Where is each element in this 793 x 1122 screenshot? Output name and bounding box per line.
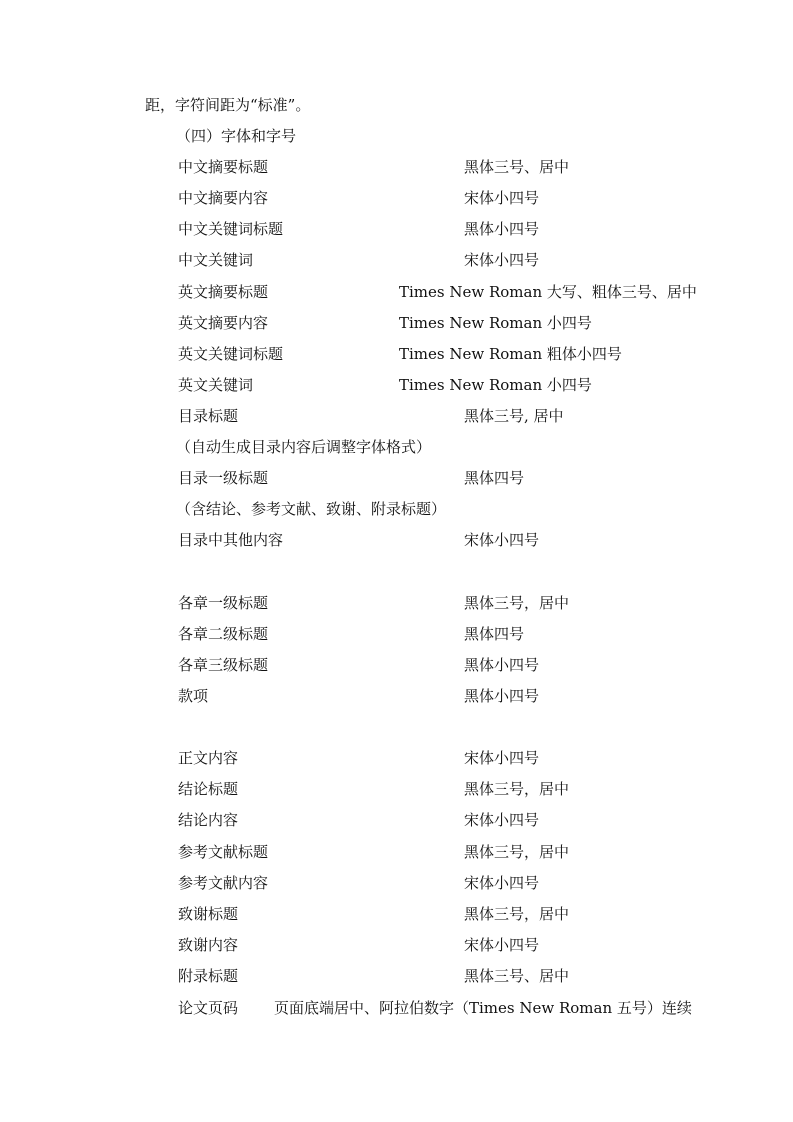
row-item: 致谢标题 xyxy=(178,905,239,923)
row-spec: 宋体小四号 xyxy=(464,811,540,829)
row-item: 中文关键词标题 xyxy=(178,220,284,238)
spec-row xyxy=(0,313,793,333)
spec-row xyxy=(0,873,793,893)
row-spec: 黑体小四号 xyxy=(464,220,540,238)
spec-row xyxy=(0,530,793,550)
page-number-spec: 页面底端居中、阿拉伯数字（Times New Roman 五号）连续 xyxy=(274,999,692,1017)
row-spec: 宋体小四号 xyxy=(464,189,540,207)
row-item: 各章三级标题 xyxy=(178,656,269,674)
row-item: 中文关键词 xyxy=(178,251,254,269)
spec-row xyxy=(0,375,793,395)
row-spec: 黑体三号、居中 xyxy=(464,158,570,176)
spec-row xyxy=(0,188,793,208)
row-item: 结论标题 xyxy=(178,780,239,798)
row-item: 结论内容 xyxy=(178,811,239,829)
spec-row xyxy=(0,779,793,799)
spec-row xyxy=(0,250,793,270)
row-item: 致谢内容 xyxy=(178,936,239,954)
row-item: 中文摘要标题 xyxy=(178,158,269,176)
spec-row xyxy=(0,406,793,426)
continuation-text: 距，字符间距为“标准”。 xyxy=(145,96,311,114)
row-spec: 黑体四号 xyxy=(464,625,525,643)
spec-row xyxy=(0,624,793,644)
spec-row xyxy=(0,282,793,302)
row-spec: Times New Roman 小四号 xyxy=(399,314,592,332)
spec-row xyxy=(0,468,793,488)
row-spec: Times New Roman 大写、粗体三号、居中 xyxy=(399,283,697,301)
row-item: 英文摘要标题 xyxy=(178,283,269,301)
row-item: 正文内容 xyxy=(178,749,239,767)
row-spec: 黑体三号，居中 xyxy=(464,843,570,861)
row-spec: 黑体三号、居中 xyxy=(464,967,570,985)
row-item: 附录标题 xyxy=(178,967,239,985)
spec-row xyxy=(0,157,793,177)
toc-auto-note: （自动生成目录内容后调整字体格式） xyxy=(176,438,432,456)
row-spec: 宋体小四号 xyxy=(464,251,540,269)
spec-row xyxy=(0,904,793,924)
row-spec: 宋体小四号 xyxy=(464,531,540,549)
spec-row xyxy=(0,842,793,862)
row-item: 英文关键词标题 xyxy=(178,345,284,363)
spec-row xyxy=(0,748,793,768)
row-item: 目录一级标题 xyxy=(178,469,269,487)
row-item: 款项 xyxy=(178,687,209,705)
row-item: 各章一级标题 xyxy=(178,594,269,612)
row-spec: Times New Roman 粗体小四号 xyxy=(399,345,622,363)
row-item: 英文摘要内容 xyxy=(178,314,269,332)
row-item: 目录中其他内容 xyxy=(178,531,284,549)
row-spec: Times New Roman 小四号 xyxy=(399,376,592,394)
spec-row xyxy=(0,935,793,955)
row-item: 英文关键词 xyxy=(178,376,254,394)
row-item: 参考文献标题 xyxy=(178,843,269,861)
row-item: 中文摘要内容 xyxy=(178,189,269,207)
spec-row xyxy=(0,219,793,239)
row-item: 各章二级标题 xyxy=(178,625,269,643)
section-heading: （四）字体和字号 xyxy=(176,127,297,145)
spec-row xyxy=(0,810,793,830)
spec-row xyxy=(0,655,793,675)
row-item: 目录标题 xyxy=(178,407,239,425)
row-spec: 黑体小四号 xyxy=(464,656,540,674)
spec-row xyxy=(0,593,793,613)
row-spec: 宋体小四号 xyxy=(464,874,540,892)
spec-row xyxy=(0,344,793,364)
row-spec: 黑体三号, 居中 xyxy=(464,407,564,425)
row-item: 参考文献内容 xyxy=(178,874,269,892)
row-spec: 黑体四号 xyxy=(464,469,525,487)
page-number-label: 论文页码 xyxy=(178,999,239,1017)
row-spec: 黑体三号，居中 xyxy=(464,905,570,923)
row-spec: 宋体小四号 xyxy=(464,936,540,954)
row-spec: 黑体三号，居中 xyxy=(464,594,570,612)
row-spec: 黑体小四号 xyxy=(464,687,540,705)
toc-includes-note: （含结论、参考文献、致谢、附录标题） xyxy=(176,500,447,518)
row-spec: 黑体三号，居中 xyxy=(464,780,570,798)
row-spec: 宋体小四号 xyxy=(464,749,540,767)
spec-row xyxy=(0,686,793,706)
spec-row xyxy=(0,966,793,986)
